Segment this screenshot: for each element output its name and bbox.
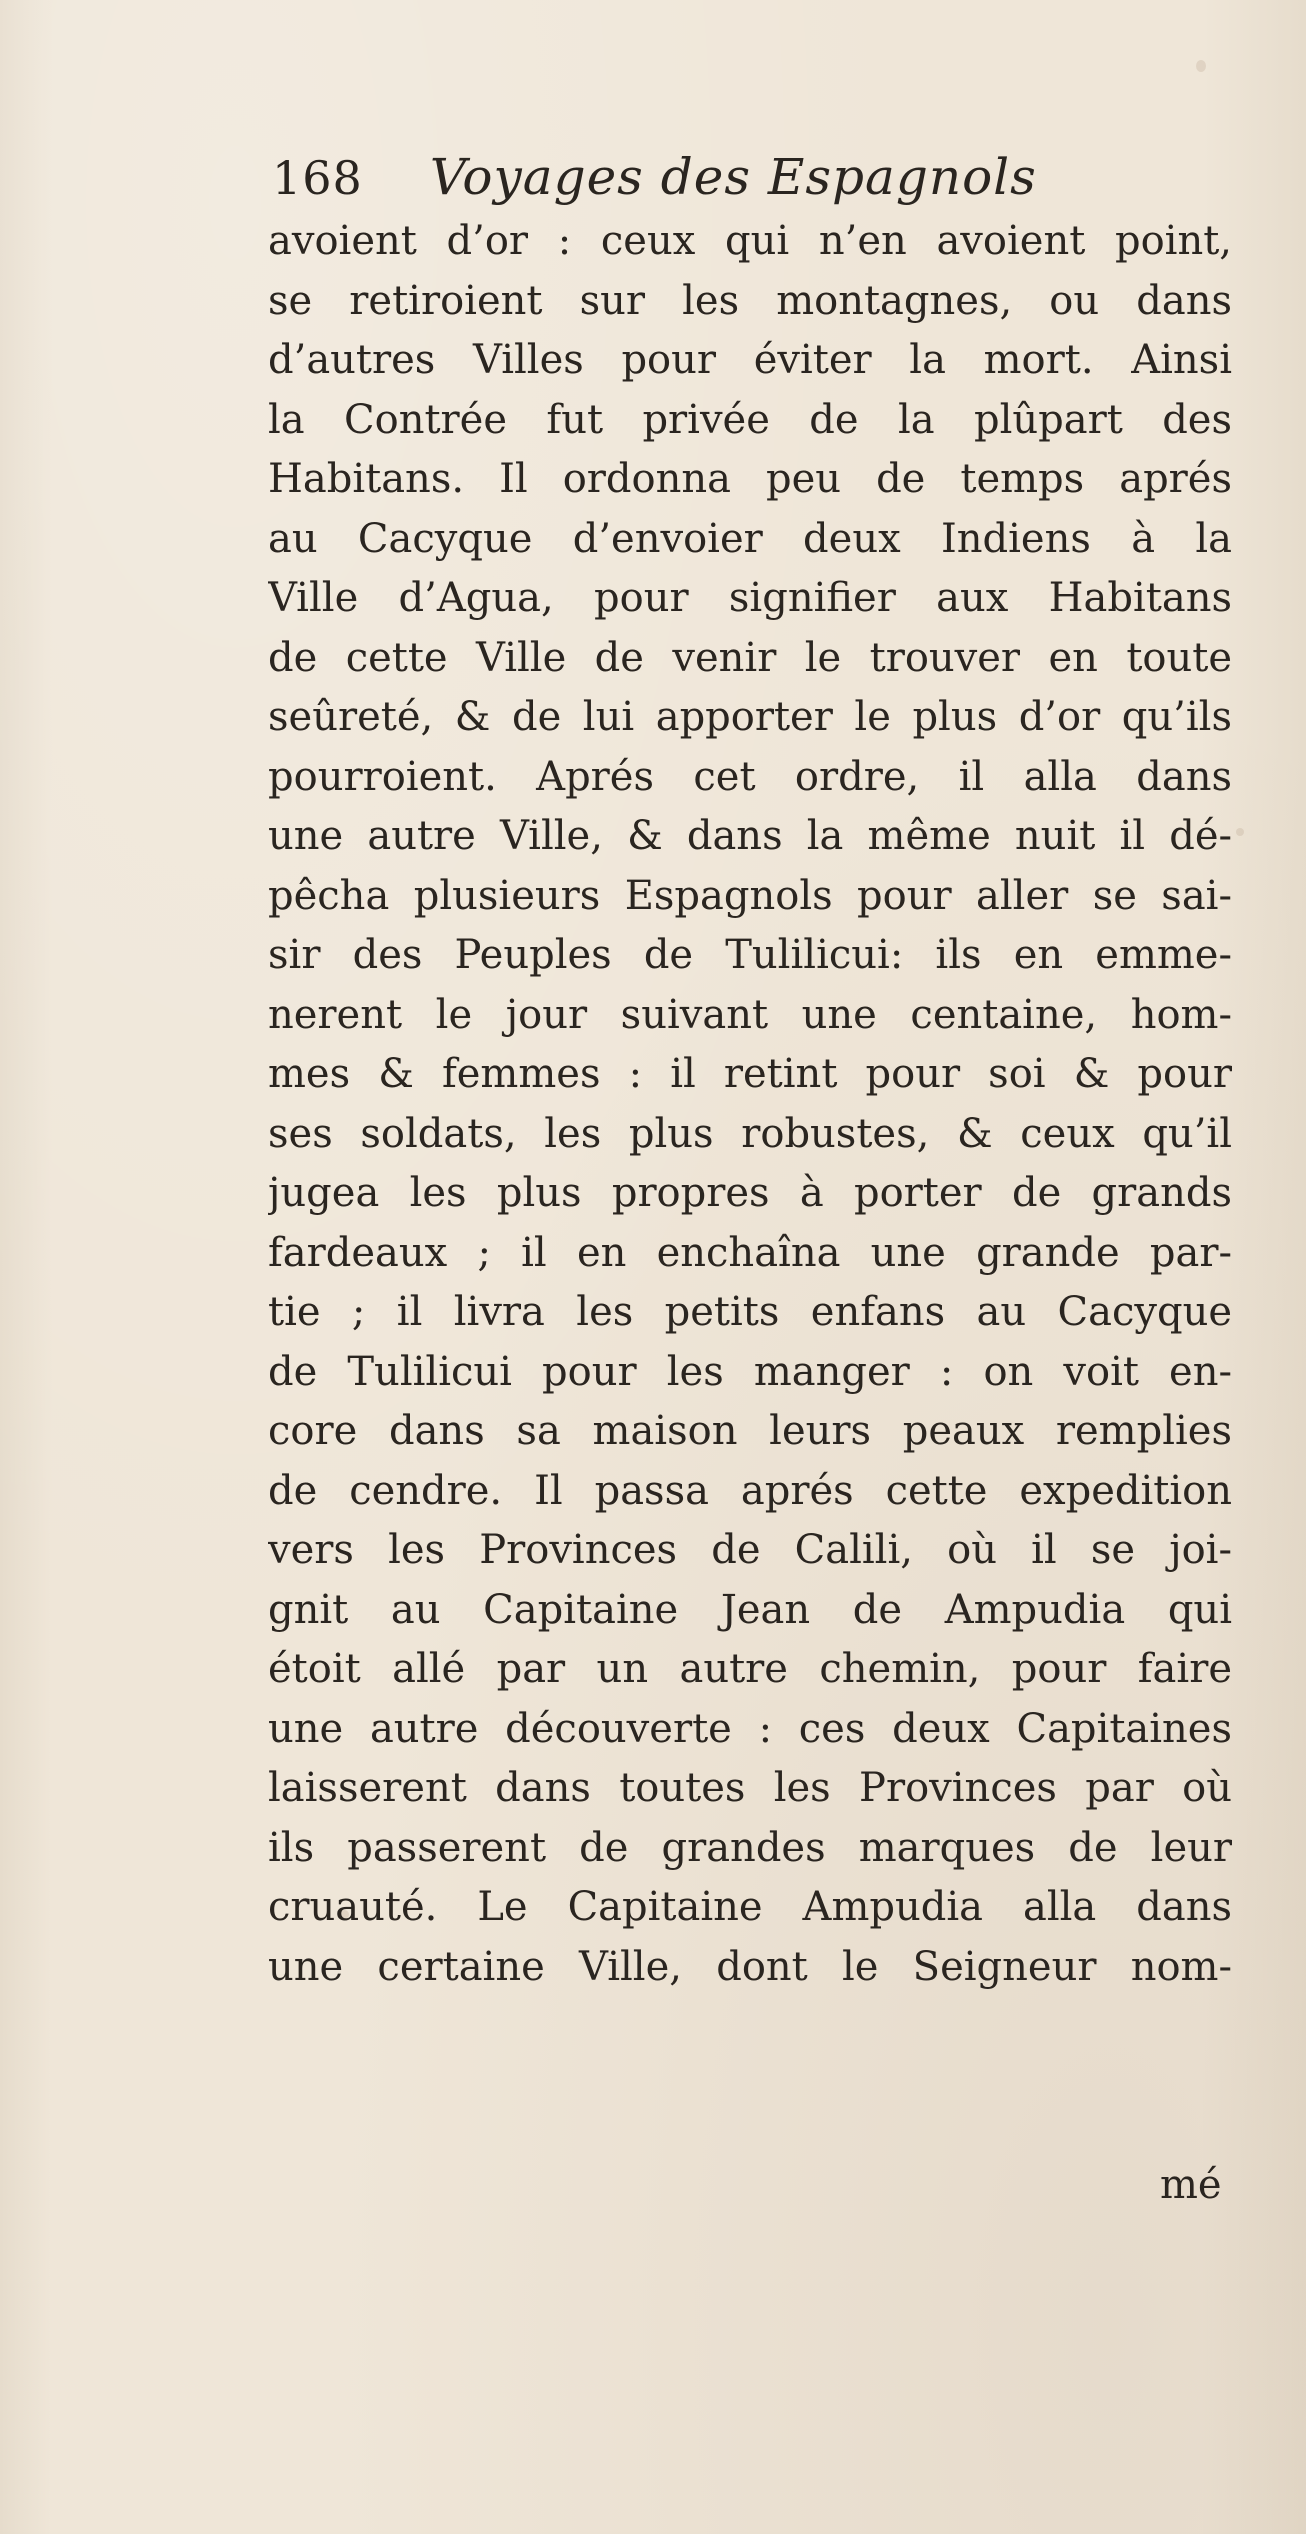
text-line: nerent le jour suivant une centaine, hom- (268, 991, 1232, 1038)
text-line: tie ; il livra les petits enfans au Cacyque (268, 1289, 1232, 1335)
text-line: de cendre. Il passa aprés cette expedition (268, 1467, 1232, 1514)
text-line: se retiroient sur les montagnes, ou dans (268, 277, 1232, 324)
text-line: pourroient. Aprés cet ordre, il alla dans (268, 753, 1232, 800)
body-text (268, 212, 1232, 1997)
text-line: jugea les plus propres à porter de grands (268, 1170, 1232, 1216)
text-line: laisserent dans toutes les Provinces par où (268, 1765, 1232, 1811)
text-line: une autre Ville, & dans la même nuit il dé- (268, 813, 1232, 859)
text-line: core dans sa maison leurs peaux remplies (268, 1408, 1232, 1454)
text-line: au Cacyque d’envoier deux Indiens à la (268, 515, 1232, 562)
text-line: la Contrée fut privée de la plûpart des (268, 396, 1232, 443)
text-line: cruauté. Le Capitaine Ampudia alla dans (268, 1884, 1232, 1930)
catchword: mé (1160, 2162, 1222, 2208)
text-line: pêcha plusieurs Espagnols pour aller se sai- (268, 872, 1232, 919)
text-line: mes & femmes : il retint pour soi & pour (268, 1051, 1232, 1097)
text-line: une autre découverte : ces deux Capitaines (268, 1705, 1232, 1752)
text-line: sir des Peuples de Tulilicui: ils en emme- (268, 932, 1232, 978)
text-line: une certaine Ville, dont le Seigneur nom- (268, 1943, 1232, 1990)
page-header (272, 148, 1037, 206)
text-line: Habitans. Il ordonna peu de temps aprés (268, 456, 1232, 502)
text-line: étoit allé par un autre chemin, pour faire (268, 1646, 1232, 1692)
running-title: Voyages des Espagnols (429, 148, 1037, 206)
paper-spot (1236, 828, 1244, 836)
page-number: 168 (272, 151, 363, 205)
text-line: fardeaux ; il en enchaîna une grande par- (268, 1229, 1232, 1276)
text-line: de Tulilicui pour les manger : on voit en- (268, 1348, 1232, 1395)
text-line: ses soldats, les plus robustes, & ceux qu’il (268, 1110, 1232, 1157)
text-line: avoient d’or : ceux qui n’en avoient point, (268, 218, 1232, 264)
paper-spot (1196, 60, 1206, 72)
text-line: vers les Provinces de Calili, où il se joi- (268, 1527, 1232, 1573)
text-line: Ville d’Agua, pour signifier aux Habitans (268, 575, 1232, 621)
text-line: d’autres Villes pour éviter la mort. Ainsi (268, 337, 1232, 383)
text-line: ils passerent de grandes marques de leur (268, 1824, 1232, 1871)
text-line: de cette Ville de venir le trouver en toute (268, 634, 1232, 681)
text-line: seûreté, & de lui apporter le plus d’or qu’ils (268, 694, 1232, 740)
text-line: gnit au Capitaine Jean de Ampudia qui (268, 1586, 1232, 1633)
